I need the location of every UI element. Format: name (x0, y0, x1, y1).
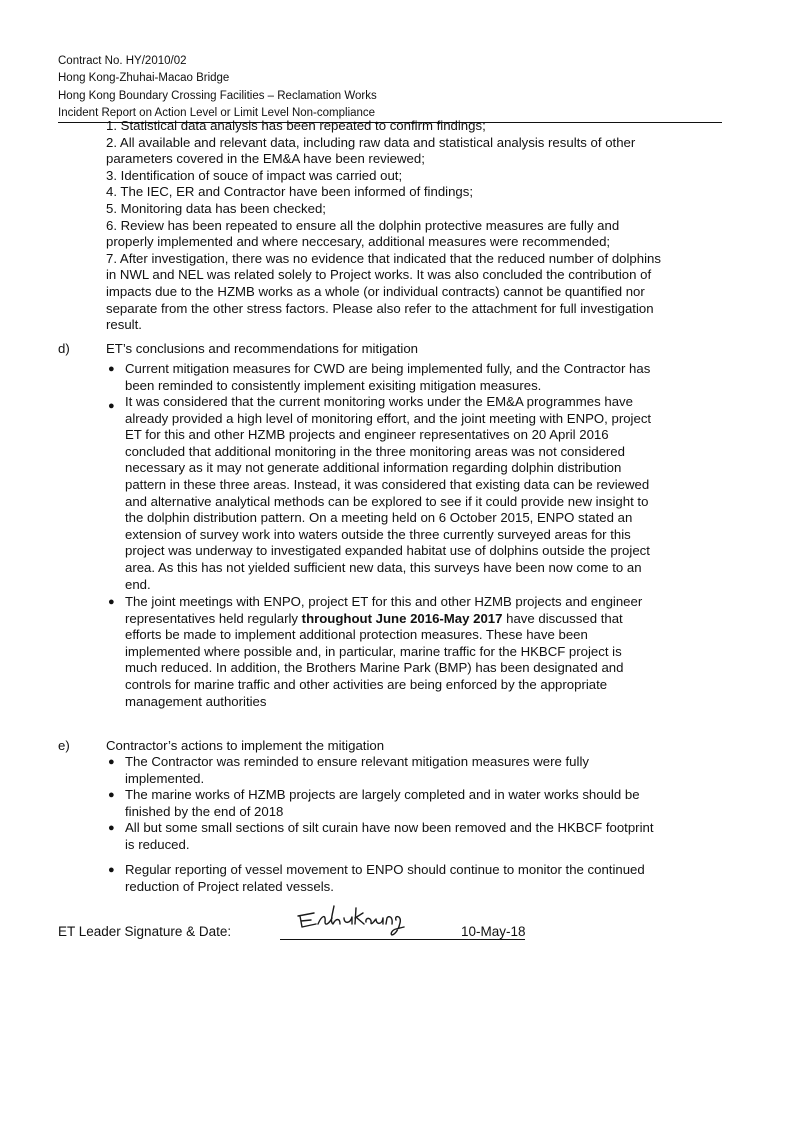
bullet-icon: ● (108, 596, 115, 608)
finding-item: 4. The IEC, ER and Contractor have been informed of findings; (106, 184, 474, 200)
bullet-text: All but some small sections of silt curain have now been removed and the HKBCF footprint is reduced. (125, 820, 654, 852)
bullet-text: The marine works of HZMB projects are largely completed and in water works should be finished by the end of 2018 (125, 787, 640, 819)
project-name: Hong Kong-Zhuhai-Macao Bridge (58, 72, 230, 85)
signature-label: ET Leader Signature & Date: (58, 924, 232, 939)
bullet-text: Current mitigation measures for CWD are being implemented fully, and the Contractor has been reminded to consistently implement exisiting mitigation measures. (125, 361, 651, 393)
section-letter: d) (58, 341, 70, 356)
bold-date-range: throughout June 2016-May 2017 (301, 610, 503, 626)
works-name: Hong Kong Boundary Crossing Facilities – Reclamation Works (58, 89, 377, 102)
bullet-icon: ● (108, 789, 115, 801)
finding-item: 7. After investigation, there was no evidence that indicated that the reduced number of dolphins in NWL and NEL was related solely to Project works. It was also concluded the contribution of impacts due to the HZMB works as a whole (or individual contracts) cannot be quantified nor separate from the other stress factors. Please also refer to the attachment for full investigation result. (106, 250, 661, 333)
document-header (58, 53, 720, 123)
finding-item: 3. Identification of souce of impact was carried out; (106, 167, 403, 183)
section-title: ET’s conclusions and recommendations for mitigation (106, 341, 419, 356)
finding-item: 6. Review has been repeated to ensure all the dolphin protective measures are fully and properly implemented and where neccesary, additional measures were recommended; (106, 217, 620, 250)
finding-item: 1. Statistical data analysis has been repeated to confirm findings; (106, 118, 486, 133)
bullet-icon: ● (108, 822, 115, 834)
bullet-text (125, 594, 655, 710)
bullet-text: It was considered that the current monitoring works under the EM&A programmes have already provided a high level of monitoring effort, and the joint meeting with ENPO, project ET for this and other HZMB projects and engineer representatives on 20 April 2016 concluded that additional monitoring in the three monitoring areas was not considered necessary as it may not generate additional information regarding dolphin distribution pattern in these three areas. Instead, it was considered that existing data can be reviewed and alternative analytical methods can be explored to see if it could provide new insight to the dolphin distribution pattern. On a meeting held on 6 October 2015, ENPO stated an extension of survey work into waters outside the three currently surveyed areas for this project was underway to investigated expanded habitat use of dolphins outside the project area. As this has not yielded sufficient new data, this surveys have been now come to an end. (125, 394, 652, 592)
bullet-icon: ● (108, 400, 115, 412)
report-title: Incident Report on Action Level or Limit Level Non-compliance (58, 107, 376, 120)
finding-item: 2. All available and relevant data, including raw data and statistical analysis results of other parameters covered in the EM&A have been reviewed; (106, 134, 636, 167)
bullet-text-continued: efforts be made to implement additional protection measures. These have been implemented where possible and, in particular, marine traffic for the HKBCF project is much reduced. In addition, the Brothers Marine Park (BMP) has been designated and controls for marine traffic and other activities are being enforced by the appropriate management authorities (125, 627, 624, 709)
signature-date: 10-May-18 (461, 924, 526, 939)
bullet-icon: ● (108, 864, 115, 876)
finding-item: 5. Monitoring data has been checked; (106, 200, 326, 216)
signature-line (280, 939, 525, 940)
section-title: Contractor’s actions to implement the mitigation (106, 738, 385, 753)
bullet-text-first-part: The joint meetings with ENPO, project ET for this and other HZMB projects and engineer representatives held regularly throughout June 2016-May 2017 have discussed that (125, 594, 643, 626)
handwritten-signature (292, 900, 412, 938)
bullet-text: The Contractor was reminded to ensure relevant mitigation measures were fully implemented. (125, 754, 589, 786)
bullet-icon: ● (108, 756, 115, 768)
findings-list (106, 118, 666, 334)
section-letter: e) (58, 738, 70, 753)
contract-number: Contract No. HY/2010/02 (58, 55, 187, 67)
bullet-text: Regular reporting of vessel movement to ENPO should continue to monitor the continued reduction of Project related vessels. (125, 862, 645, 894)
bullet-icon: ● (108, 363, 115, 375)
